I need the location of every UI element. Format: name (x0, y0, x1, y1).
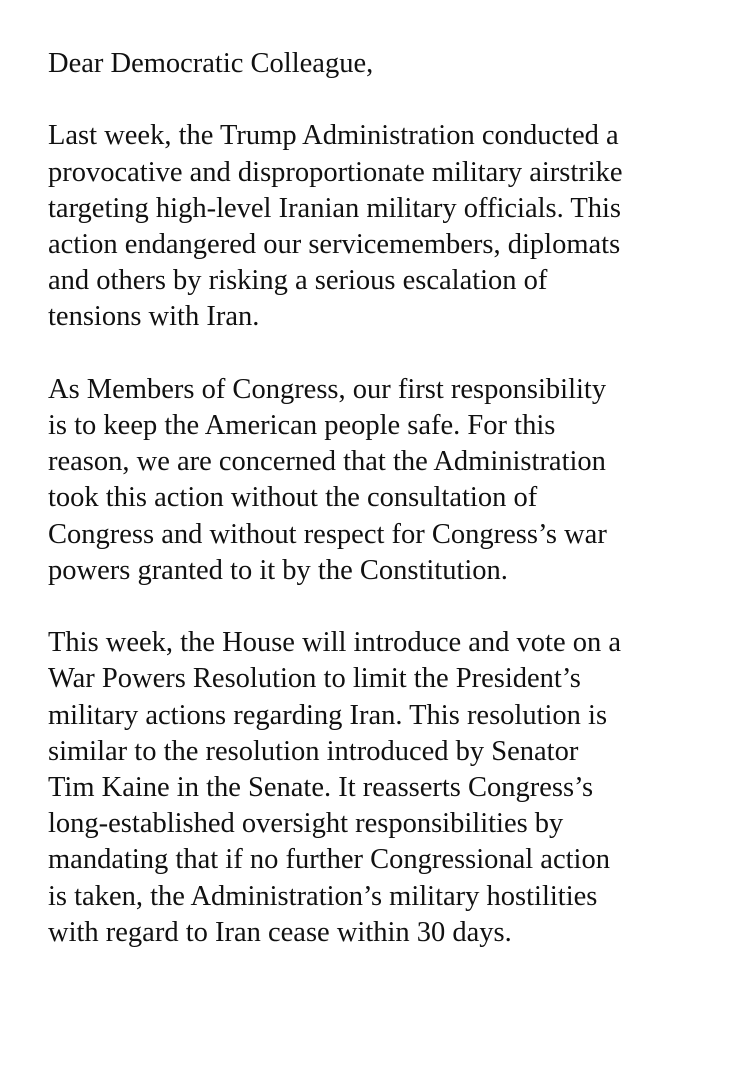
text-line: provocative and disproportionate military airstrike (48, 156, 623, 188)
paragraph-resolution (48, 625, 730, 951)
text-line: similar to the resolution introduced by Senator (48, 735, 579, 767)
text-line: action endangered our servicemembers, diplomats (48, 229, 621, 260)
text-line: Tim Kaine in the Senate. It reasserts Congress’s (48, 772, 594, 804)
text-line: Last week, the Trump Administration conducted a (48, 120, 619, 152)
paragraph-airstrike (48, 118, 730, 335)
text-line: reason, we are concerned that the Administration (48, 446, 606, 478)
text-line: and others by risking a serious escalation of (48, 265, 548, 297)
text-line: Congress and without respect for Congress’s war (48, 518, 607, 550)
text-line: This week, the House will introduce and vote on a (48, 627, 622, 659)
text-line: War Powers Resolution to limit the President’s (48, 663, 581, 695)
salutation: Dear Democratic Colleague, (48, 48, 374, 79)
paragraph-responsibility (48, 372, 730, 589)
text-line: tensions with Iran. (48, 301, 260, 333)
text-line: powers granted to it by the Constitution. (48, 554, 508, 586)
text-line: is taken, the Administration’s military hostilities (48, 880, 598, 912)
text-line: military actions regarding Iran. This resolution is (48, 699, 608, 731)
text-line: is to keep the American people safe. For this (48, 410, 556, 441)
text-line: with regard to Iran cease within 30 days. (48, 916, 512, 948)
text-line: took this action without the consultation of (48, 482, 538, 514)
text-line: targeting high-level Iranian military officials. This (48, 192, 622, 224)
text-line: As Members of Congress, our first responsibility (48, 373, 607, 405)
text-line: mandating that if no further Congressional action (48, 844, 610, 876)
text-line: long-established oversight responsibilities by (48, 808, 564, 840)
